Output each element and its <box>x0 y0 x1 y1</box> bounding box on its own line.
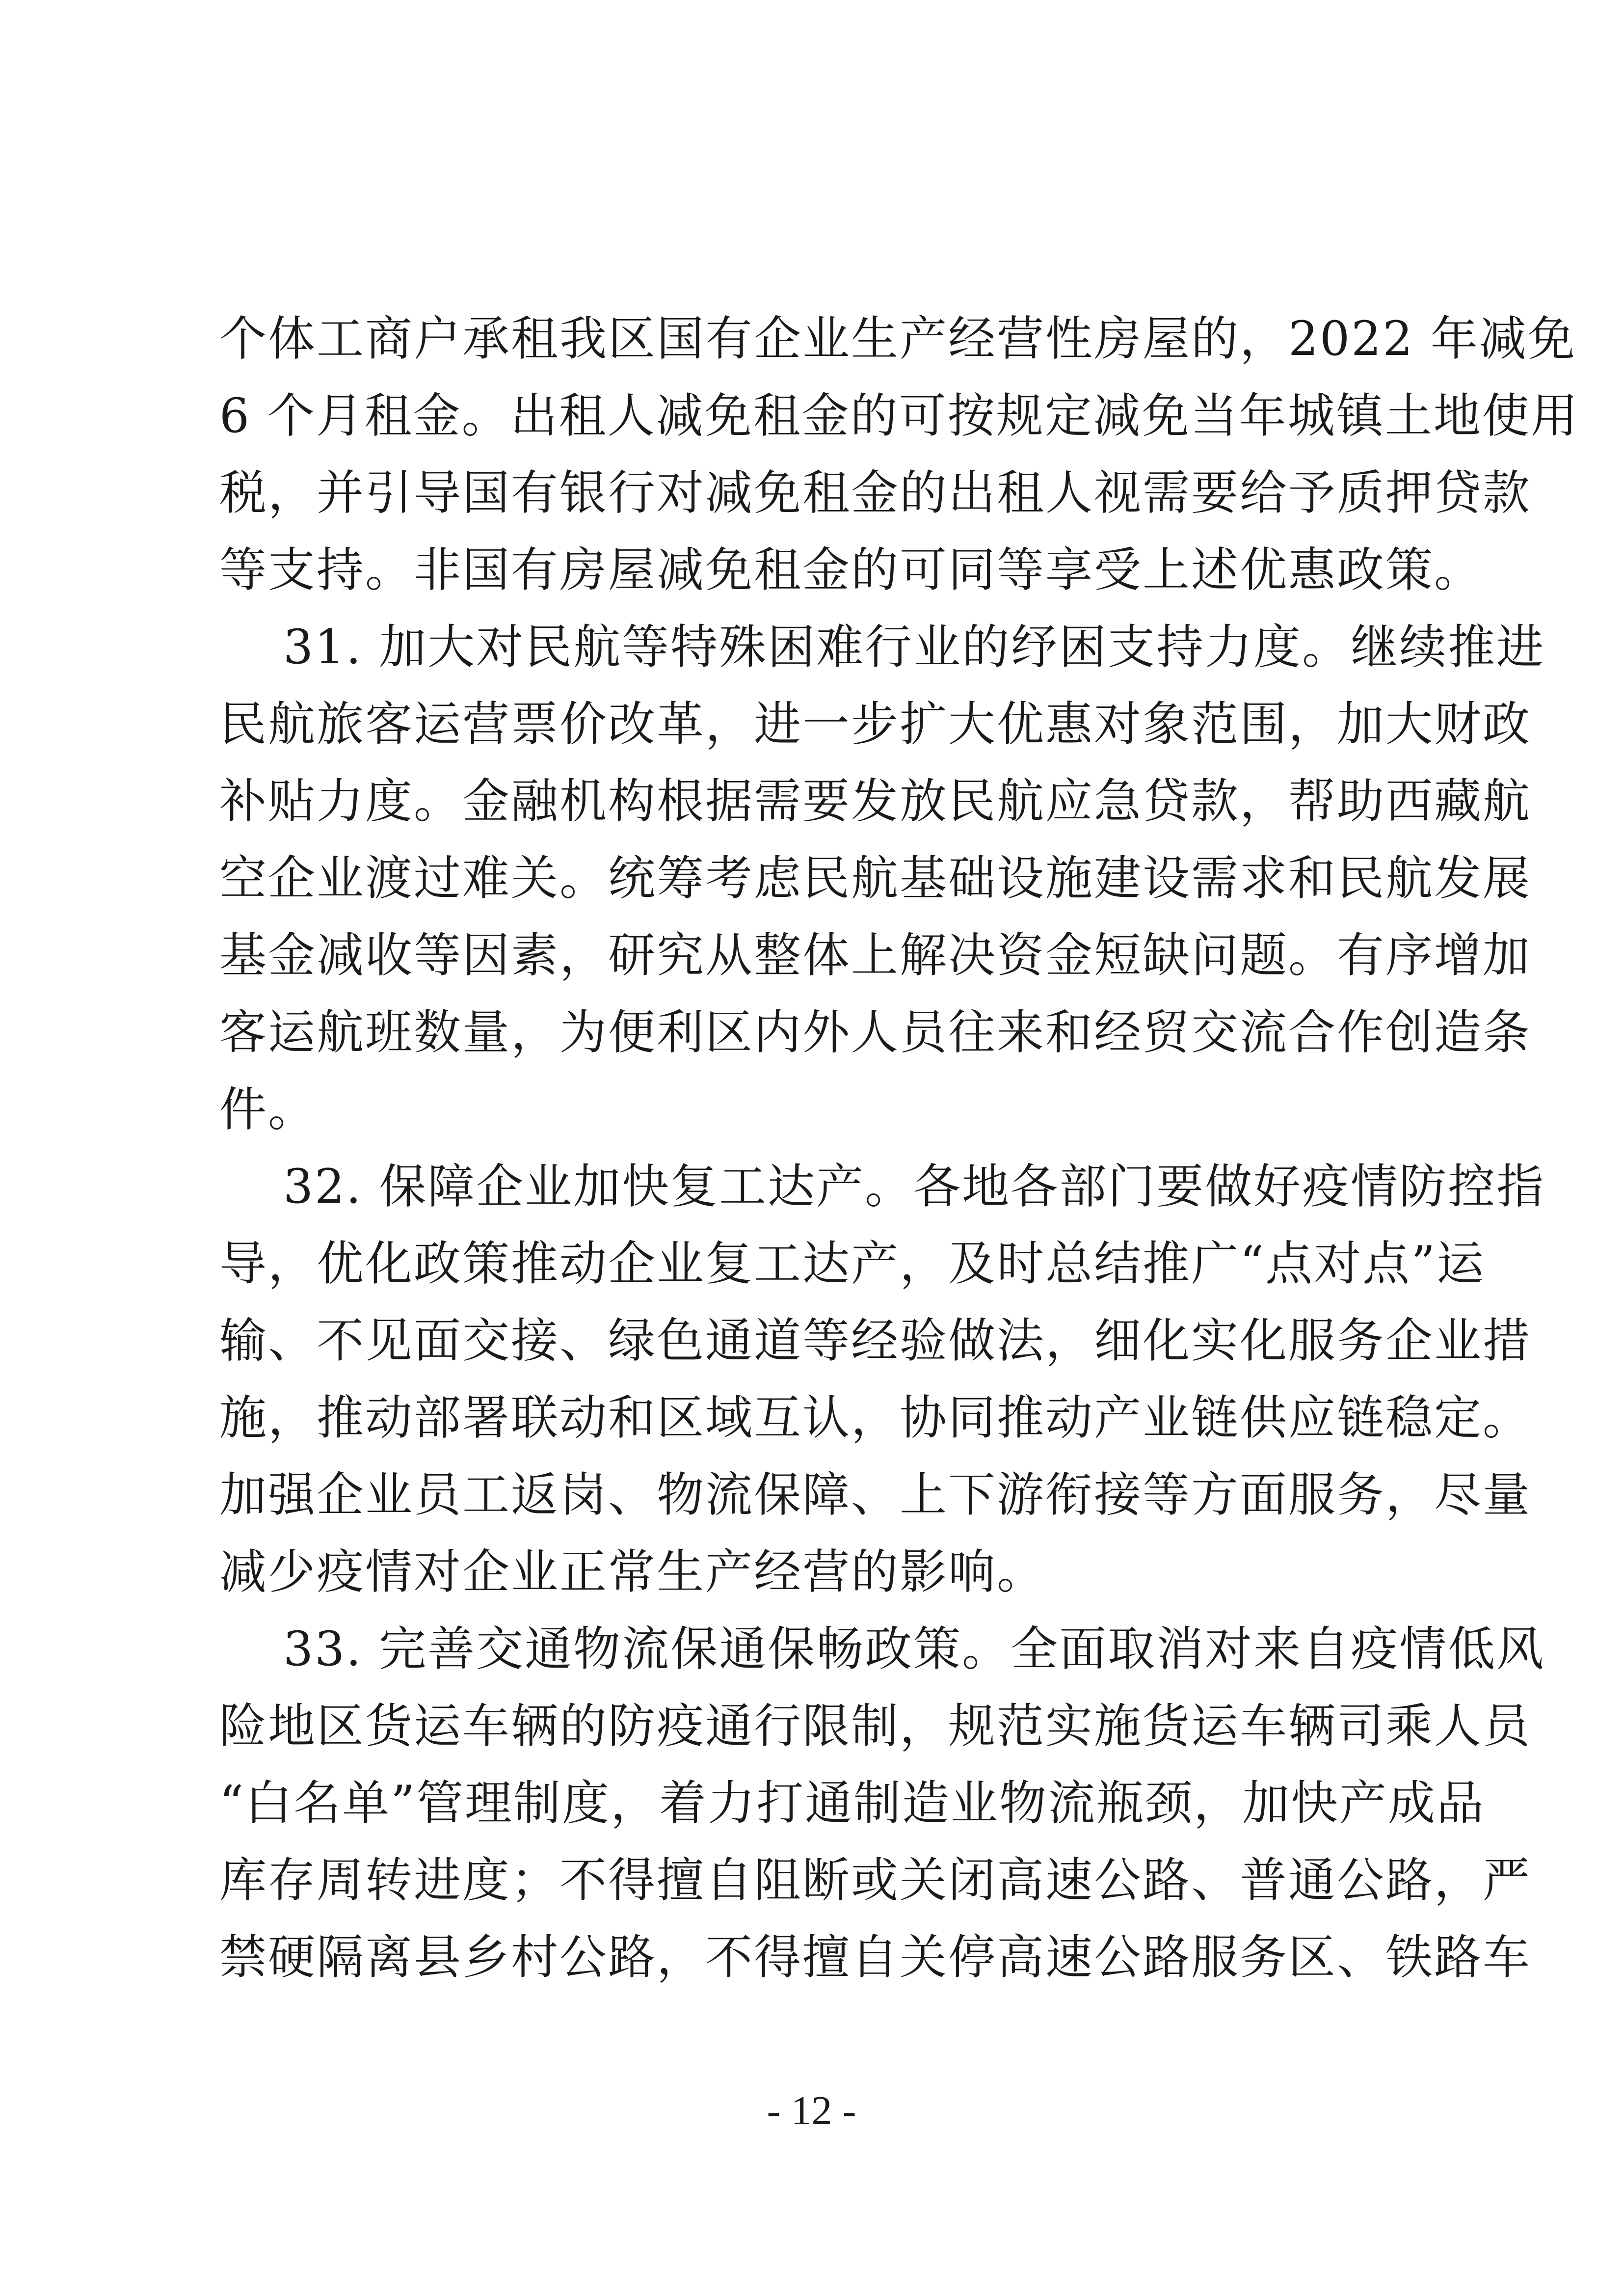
text-line: 空企业渡过难关。统筹考虑民航基础设施建设需求和民航发展 <box>219 851 1531 906</box>
text-line: 民航旅客运营票价改革，进一步扩大优惠对象范围，加大财政 <box>219 697 1531 752</box>
text-line: 施，推动部署联动和区域互认，协同推动产业链供应链稳定。 <box>219 1390 1531 1445</box>
text-line: 加强企业员工返岗、物流保障、上下游衔接等方面服务，尽量 <box>219 1467 1531 1522</box>
text-line: 客运航班数量，为便利区内外人员往来和经贸交流合作创造条 <box>219 1005 1531 1060</box>
text-line: 基金减收等因素，研究从整体上解决资金短缺问题。有序增加 <box>219 928 1531 983</box>
text-line: 禁硬隔离县乡村公路，不得擅自关停高速公路服务区、铁路车 <box>219 1930 1531 1985</box>
paragraph-32-first-line: 32. 保障企业加快复工达产。各地各部门要做好疫情防控指 <box>283 1159 1545 1214</box>
text-line: 导，优化政策推动企业复工达产，及时总结推广“点对点”运 <box>219 1236 1486 1291</box>
paragraph-33-first-line: 33. 完善交通物流保通保畅政策。全面取消对来自疫情低风 <box>283 1621 1545 1676</box>
text-line: 险地区货运车辆的防疫通行限制，规范实施货运车辆司乘人员 <box>219 1699 1531 1754</box>
text-line: 税，并引导国有银行对减免租金的出租人视需要给予质押贷款 <box>219 465 1531 520</box>
text-line: 个体工商户承租我区国有企业生产经营性房屋的，2022 年减免 <box>219 311 1576 366</box>
text-line: 库存周转进度；不得擅自阻断或关闭高速公路、普通公路，严 <box>219 1853 1531 1908</box>
text-line: 件。 <box>219 1082 317 1137</box>
text-line: 等支持。非国有房屋减免租金的可同等享受上述优惠政策。 <box>219 542 1483 597</box>
page-number: - 12 - <box>767 2088 856 2134</box>
text-line: 输、不见面交接、绿色通道等经验做法，细化实化服务企业措 <box>219 1313 1531 1368</box>
text-line: 补贴力度。金融机构根据需要发放民航应急贷款，帮助西藏航 <box>219 774 1531 829</box>
text-line: 6 个月租金。出租人减免租金的可按规定减免当年城镇土地使用 <box>219 388 1579 443</box>
text-line: 减少疫情对企业正常生产经营的影响。 <box>219 1544 1045 1599</box>
text-line: “白名单”管理制度，着力打通制造业物流瓶颈，加快产成品 <box>219 1776 1486 1831</box>
paragraph-31-first-line: 31. 加大对民航等特殊困难行业的纾困支持力度。继续推进 <box>283 620 1545 675</box>
